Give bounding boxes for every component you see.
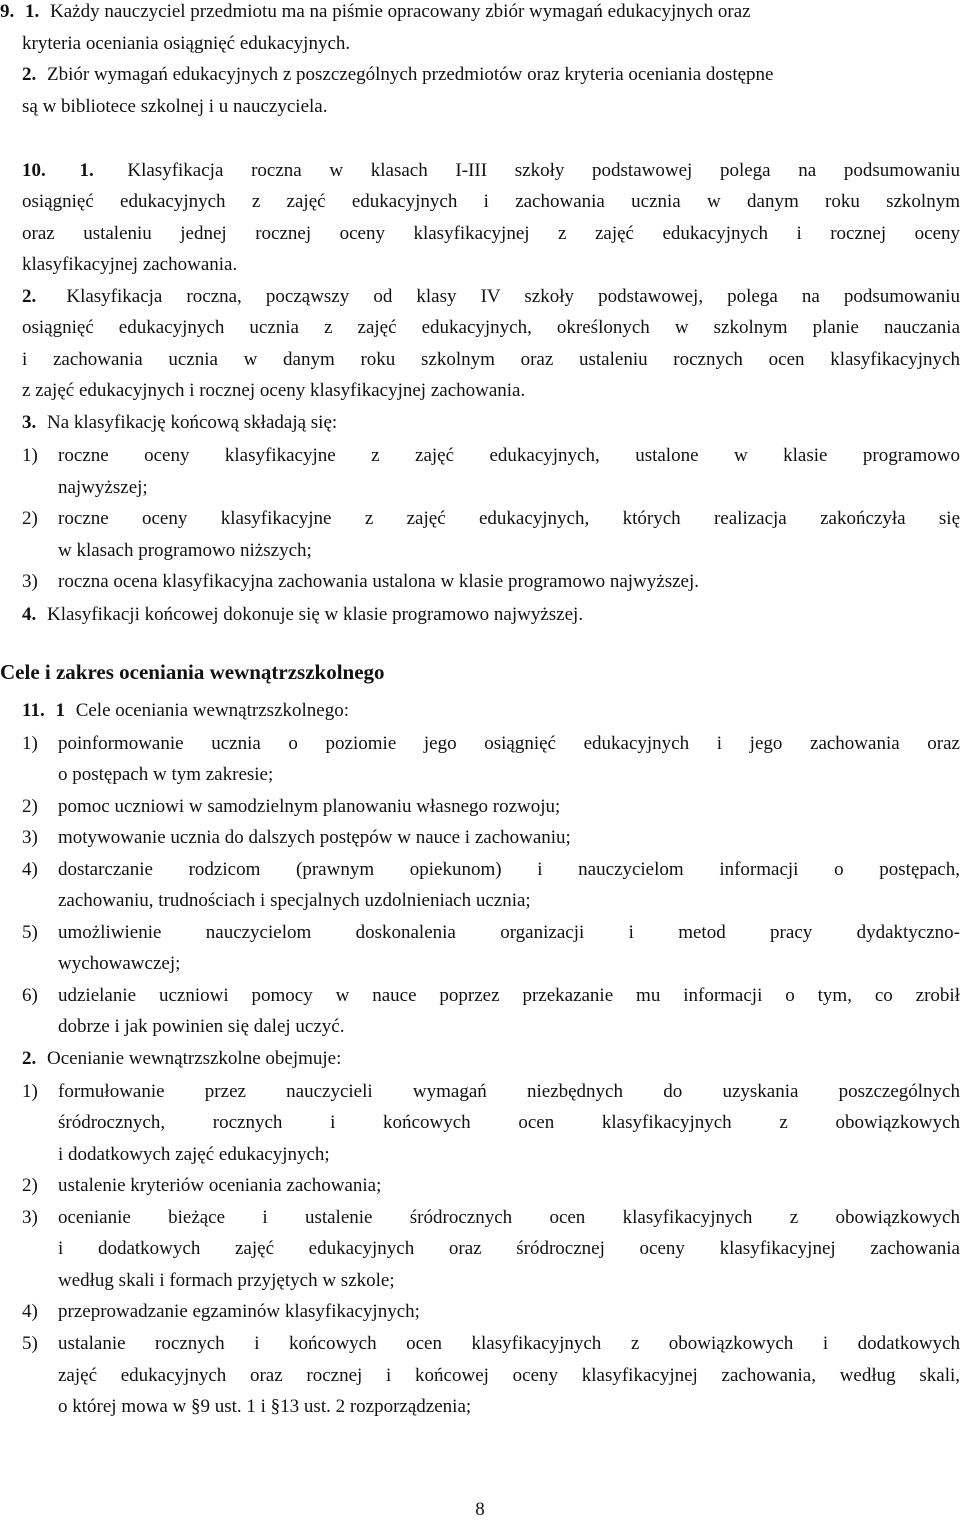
list-item-text: zajęć edukacyjnych oraz rocznej i końcowej oceny klasyfikacyjnej zachowania, według skali, — [58, 1365, 960, 1386]
section-9-p1-text: Każdy nauczyciel przedmiotu ma na piśmie opracowany zbiór wymagań edukacyjnych oraz — [50, 1, 751, 22]
list-item-text: ustalenie kryteriów oceniania zachowania; — [58, 1175, 382, 1196]
section-10-p4-number: 4. — [22, 604, 37, 625]
list-item-text: dostarczanie rodzicom (prawnym opiekunom) i nauczycielom informacji o postępach, — [58, 859, 960, 880]
section-10-p3-text: Na klasyfikację końcową składają się: — [47, 412, 338, 433]
section-11-p2-line — [22, 1044, 960, 1074]
section-9-p2-number: 2. — [22, 64, 37, 85]
section-10-p1-line-1 — [22, 156, 960, 186]
list-number: 3) — [22, 571, 38, 592]
section-10-p1-line-4: klasyfikacyjnej zachowania. — [22, 254, 238, 275]
section-10-p2-text: Klasyfikacja roczna, począwszy od klasy IV szkoły podstawowej, polega na podsumowaniu — [66, 286, 960, 307]
list-item-text: o której mowa w §9 ust. 1 i §13 ust. 2 rozporządzenia; — [58, 1396, 472, 1417]
section-10-p2-line-3: i zachowania ucznia w danym roku szkolnym oraz ustaleniu rocznych ocen klasyfikacyjnych — [22, 349, 960, 370]
list-number: 4) — [22, 1301, 38, 1322]
list-number: 2) — [22, 1175, 38, 1196]
section-11-p1-line — [22, 696, 960, 726]
section-11-p1-number: 1 — [55, 700, 65, 721]
page-number: 8 — [475, 1499, 485, 1520]
list-number: 1) — [22, 1081, 38, 1102]
list-item-text: roczne oceny klasyfikacyjne z zajęć edukacyjnych, których realizacja zakończyła się — [58, 508, 960, 529]
section-9-line-1 — [0, 0, 960, 27]
section-10-p3-number: 3. — [22, 412, 37, 433]
section-10-p2-line-1 — [22, 282, 960, 312]
list-number: 2) — [22, 796, 38, 817]
list-item-text: przeprowadzanie egzaminów klasyfikacyjnych; — [58, 1301, 420, 1322]
section-9-number: 9. — [0, 1, 15, 22]
list-number: 3) — [22, 1207, 38, 1228]
list-item-text: o postępach w tym zakresie; — [58, 764, 274, 785]
list-item-text: według skali i formach przyjętych w szkole; — [58, 1270, 395, 1291]
section-10-p3-line — [22, 408, 960, 438]
section-heading: Cele i zakres oceniania wewnątrzszkolnego — [0, 660, 385, 684]
section-10-p1-line-3: oraz ustaleniu jednej rocznej oceny klasyfikacyjnej z zajęć edukacyjnych i rocznej oceny — [22, 223, 960, 244]
section-10-number: 10. — [22, 160, 46, 181]
section-9-p2-line-2: są w bibliotece szkolnej i u nauczyciela. — [22, 96, 328, 117]
list-number: 2) — [22, 508, 38, 529]
section-10-p1-number: 1. — [79, 160, 94, 181]
section-11-number: 11. — [22, 700, 45, 721]
section-10-p1-text: Klasyfikacja roczna w klasach I-III szkoły podstawowej polega na podsumowaniu — [127, 160, 960, 181]
section-9-p1-line-2: kryteria oceniania osiągnięć edukacyjnych. — [22, 33, 351, 54]
section-10-p2-number: 2. — [22, 286, 37, 307]
list-number: 4) — [22, 859, 38, 880]
list-number: 6) — [22, 985, 38, 1006]
section-10-p2-line-2: osiągnięć edukacyjnych ucznia z zajęć edukacyjnych, określonych w szkolnym planie nauczania — [22, 317, 960, 338]
list-item-text: udzielanie uczniowi pomocy w nauce poprzez przekazanie mu informacji o tym, co zrobił — [58, 985, 960, 1006]
section-11-p2-number: 2. — [22, 1048, 37, 1069]
list-item-text: motywowanie ucznia do dalszych postępów w nauce i zachowaniu; — [58, 827, 571, 848]
list-item-text: i dodatkowych zajęć edukacyjnych oraz śródrocznej oceny klasyfikacyjnej zachowania — [58, 1238, 960, 1259]
list-number: 1) — [22, 445, 38, 466]
list-item-text: roczna ocena klasyfikacyjna zachowania ustalona w klasie programowo najwyższej. — [58, 571, 699, 592]
list-item-text: formułowanie przez nauczycieli wymagań niezbędnych do uzyskania poszczególnych — [58, 1081, 960, 1102]
list-item-text: poinformowanie ucznia o poziomie jego osiągnięć edukacyjnych i jego zachowania oraz — [58, 733, 960, 754]
list-item-text: ustalanie rocznych i końcowych ocen klasyfikacyjnych z obowiązkowych i dodatkowych — [58, 1333, 960, 1354]
section-10-p4-line — [22, 600, 960, 630]
list-item-text: śródrocznych, rocznych i końcowych ocen klasyfikacyjnych z obowiązkowych — [58, 1112, 960, 1133]
list-item-text: dobrze i jak powinien się dalej uczyć. — [58, 1016, 345, 1037]
list-item-text: pomoc uczniowi w samodzielnym planowaniu własnego rozwoju; — [58, 796, 561, 817]
list-number: 5) — [22, 922, 38, 943]
section-10-p1-line-2: osiągnięć edukacyjnych z zajęć edukacyjnych i zachowania ucznia w danym roku szkolnym — [22, 191, 960, 212]
section-11-p1-text: Cele oceniania wewnątrzszkolnego: — [75, 700, 349, 721]
list-item-text: ocenianie bieżące i ustalenie śródrocznych ocen klasyfikacyjnych z obowiązkowych — [58, 1207, 960, 1228]
list-item-text: w klasach programowo niższych; — [58, 540, 312, 561]
list-number: 1) — [22, 733, 38, 754]
section-9-p2-text: Zbiór wymagań edukacyjnych z poszczególnych przedmiotów oraz kryteria oceniania dostępne — [47, 64, 774, 85]
list-item-text: umożliwienie nauczycielom doskonalenia organizacji i metod pracy dydaktyczno- — [58, 922, 960, 943]
list-number: 5) — [22, 1333, 38, 1354]
section-9-p2-line-1 — [22, 60, 960, 90]
list-item-text: roczne oceny klasyfikacyjne z zajęć edukacyjnych, ustalone w klasie programowo — [58, 445, 960, 466]
list-item-text: wychowawczej; — [58, 953, 181, 974]
list-item-text: i dodatkowych zajęć edukacyjnych; — [58, 1144, 330, 1165]
list-item-text: najwyższej; — [58, 477, 148, 498]
list-number: 3) — [22, 827, 38, 848]
section-10-p4-text: Klasyfikacji końcowej dokonuje się w klasie programowo najwyższej. — [47, 604, 584, 625]
section-10-p2-line-4: z zajęć edukacyjnych i rocznej oceny klasyfikacyjnej zachowania. — [22, 380, 526, 401]
list-item-text: zachowaniu, trudnościach i specjalnych uzdolnieniach ucznia; — [58, 890, 531, 911]
section-11-p2-text: Ocenianie wewnątrzszkolne obejmuje: — [47, 1048, 342, 1069]
section-9-p1-number: 1. — [25, 1, 40, 22]
